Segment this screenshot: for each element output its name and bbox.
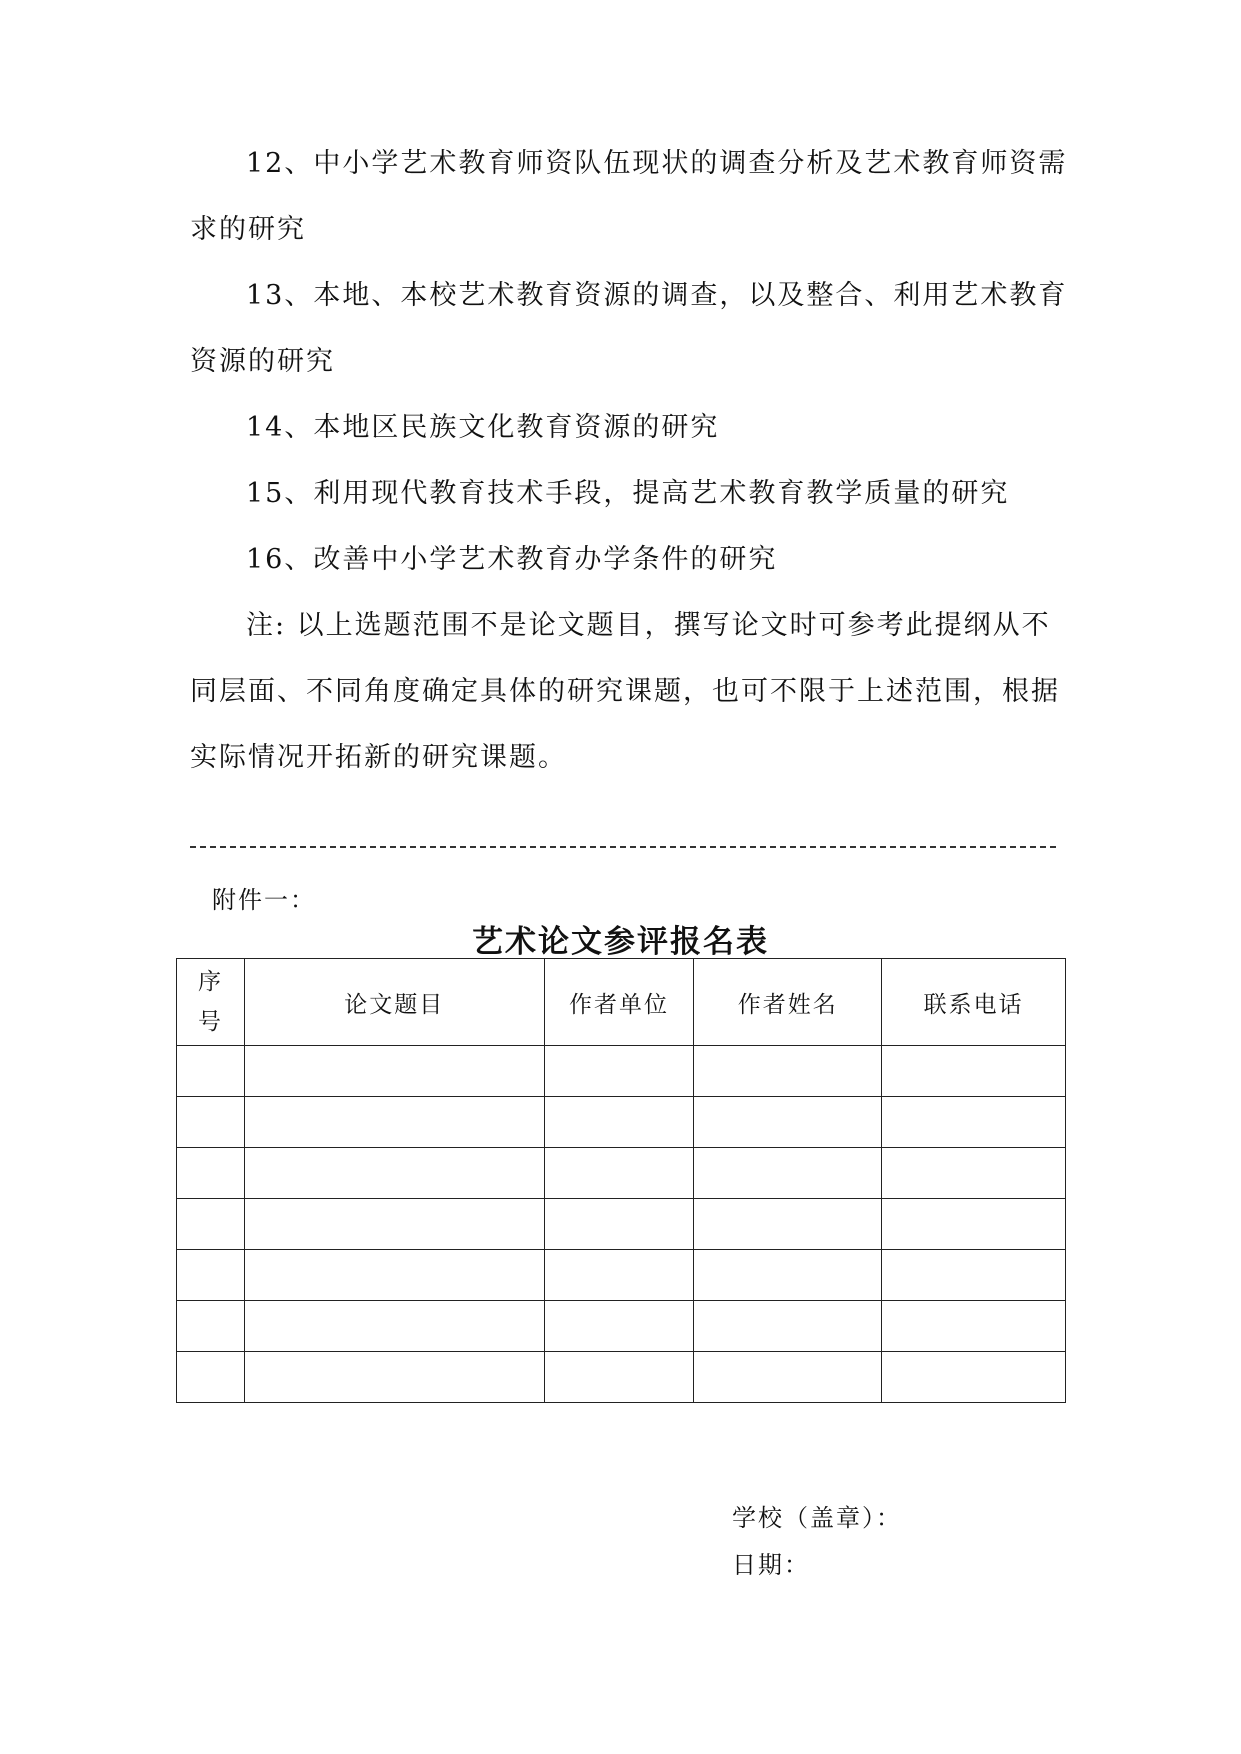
header-seq-char: 序: [197, 969, 223, 995]
text-line: 注: 以上选题范围不是论文题目，撰写论文时可参考此提纲从不: [246, 610, 1051, 641]
text-line: 资源的研究: [190, 346, 335, 377]
table-cell[interactable]: [244, 1250, 544, 1301]
table-cell[interactable]: [694, 1250, 882, 1301]
table-row: [177, 1250, 1066, 1301]
text-line: 12、中小学艺术教育师资队伍现状的调查分析及艺术教育师资需: [246, 148, 1068, 179]
topic-list: [190, 131, 1068, 791]
topic-item-12: [190, 131, 1068, 263]
table-cell[interactable]: [544, 1097, 694, 1148]
table-cell[interactable]: [177, 1199, 245, 1250]
text-line: 16、改善中小学艺术教育办学条件的研究: [246, 544, 778, 575]
text-line: 同层面、不同角度确定具体的研究课题，也可不限于上述范围，根据: [190, 676, 1060, 707]
table-header-row: [177, 959, 1066, 1046]
table-cell[interactable]: [544, 1250, 694, 1301]
header-author-unit: 作者单位: [544, 959, 694, 1046]
table-row: [177, 1148, 1066, 1199]
table-cell[interactable]: [177, 1148, 245, 1199]
note-paragraph: [190, 593, 1058, 791]
table-cell[interactable]: [882, 1301, 1066, 1352]
form-title: 艺术论文参评报名表: [472, 924, 769, 960]
header-author-name: 作者姓名: [694, 959, 882, 1046]
table-cell[interactable]: [244, 1352, 544, 1403]
table-cell[interactable]: [244, 1199, 544, 1250]
topic-item-15: [190, 461, 1058, 527]
table-cell[interactable]: [882, 1046, 1066, 1097]
table-cell[interactable]: [882, 1250, 1066, 1301]
table-cell[interactable]: [244, 1046, 544, 1097]
table-cell[interactable]: [244, 1097, 544, 1148]
table-row: [177, 1046, 1066, 1097]
header-seq-char: 号: [197, 1009, 223, 1035]
header-paper-title: 论文题目: [244, 959, 544, 1046]
topic-item-16: [190, 527, 1058, 593]
table-cell[interactable]: [882, 1352, 1066, 1403]
table-cell[interactable]: [244, 1148, 544, 1199]
table-cell[interactable]: [544, 1352, 694, 1403]
topic-item-13: [190, 263, 1068, 395]
table-cell[interactable]: [544, 1301, 694, 1352]
table-cell[interactable]: [177, 1097, 245, 1148]
table-cell[interactable]: [544, 1046, 694, 1097]
topic-item-14: [190, 395, 1058, 461]
text-line: 13、本地、本校艺术教育资源的调查，以及整合、利用艺术教育: [246, 280, 1068, 311]
table-cell[interactable]: [177, 1352, 245, 1403]
table-cell[interactable]: [694, 1301, 882, 1352]
header-seq-number: [177, 959, 245, 1046]
text-line: 实际情况开拓新的研究课题。: [190, 742, 567, 773]
cut-line-divider: [190, 846, 1056, 848]
school-seal-label: 学校（盖章）：: [732, 1504, 902, 1532]
table-cell[interactable]: [694, 1352, 882, 1403]
table-cell[interactable]: [544, 1199, 694, 1250]
registration-table: [176, 958, 1066, 1403]
table-cell[interactable]: [694, 1046, 882, 1097]
table-cell[interactable]: [694, 1097, 882, 1148]
table-cell[interactable]: [544, 1148, 694, 1199]
date-label: 日期：: [732, 1551, 810, 1579]
table-row: [177, 1301, 1066, 1352]
text-line: 求的研究: [190, 214, 306, 245]
header-phone: 联系电话: [882, 959, 1066, 1046]
table-row: [177, 1352, 1066, 1403]
table-cell[interactable]: [694, 1199, 882, 1250]
table-cell[interactable]: [694, 1148, 882, 1199]
text-line: 14、本地区民族文化教育资源的研究: [246, 412, 720, 443]
table-cell[interactable]: [244, 1301, 544, 1352]
table-cell[interactable]: [177, 1046, 245, 1097]
table-cell[interactable]: [882, 1199, 1066, 1250]
text-line: 15、利用现代教育技术手段，提高艺术教育教学质量的研究: [246, 478, 1010, 509]
table-cell[interactable]: [177, 1250, 245, 1301]
table-body: [177, 1046, 1066, 1403]
table-cell[interactable]: [882, 1097, 1066, 1148]
annex-label: 附件一：: [212, 886, 316, 914]
table-cell[interactable]: [882, 1148, 1066, 1199]
table-cell[interactable]: [177, 1301, 245, 1352]
table-row: [177, 1199, 1066, 1250]
table-row: [177, 1097, 1066, 1148]
